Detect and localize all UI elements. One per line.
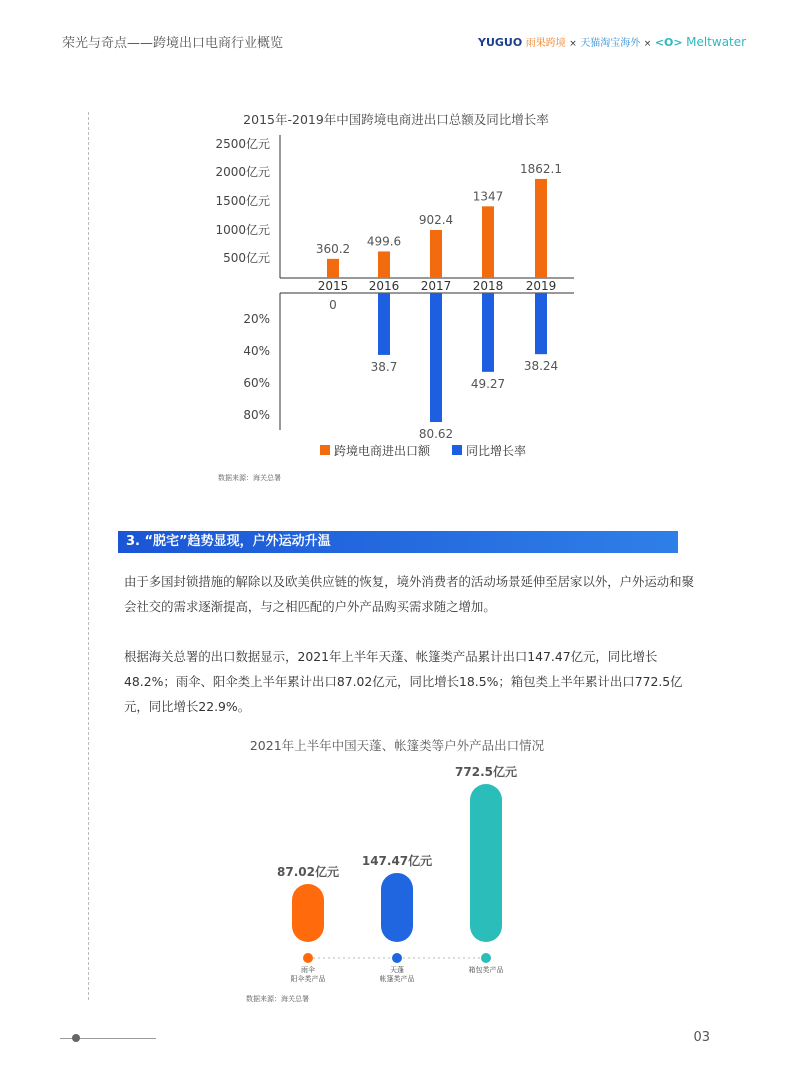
yuguo-cn-logo: 雨果跨境 bbox=[525, 38, 566, 49]
legend-swatch-export bbox=[320, 445, 330, 455]
x-tick-2016: 2016 bbox=[368, 279, 400, 293]
growth-value-label-2019: 38.24 bbox=[523, 359, 559, 374]
outdoor-dot-1 bbox=[392, 953, 402, 963]
growth-value-label-2018: 49.27 bbox=[470, 376, 506, 391]
export-bar-2019 bbox=[535, 179, 547, 278]
paragraph-1: 由于多国封锁措施的解除以及欧美供应链的恢复，境外消费者的活动场景延伸至居家以外，户外运动和聚会社交的需求逐渐提高，与之相匹配的户外产品购买需求随之增加。 bbox=[124, 574, 694, 614]
y-tick-2500: 2500亿元 bbox=[215, 137, 270, 151]
export-value-label-2019: 1862.1 bbox=[520, 161, 562, 176]
outdoor-value-label-1: 147.47亿元 bbox=[361, 853, 433, 868]
chart2-outdoor-export-svg bbox=[230, 730, 590, 990]
growth-bar-2018 bbox=[482, 293, 494, 372]
x-tick-2015: 2015 bbox=[317, 279, 349, 293]
export-bar-2017 bbox=[430, 230, 442, 278]
y-tick-2000: 2000亿元 bbox=[215, 165, 270, 179]
export-value-label-2015: 360.2 bbox=[315, 241, 351, 256]
y-tick-60pct: 60% bbox=[243, 376, 270, 390]
chart2-source-note: 数据来源：海关总署 bbox=[246, 995, 309, 1003]
outdoor-category-label-1-0: 天蓬 bbox=[390, 966, 404, 974]
y-tick-40pct: 40% bbox=[243, 344, 270, 358]
x-tick-2018: 2018 bbox=[472, 279, 504, 293]
growth-bar-2019 bbox=[535, 293, 547, 354]
export-bar-2015 bbox=[327, 259, 339, 278]
chart2-bars-group bbox=[277, 764, 517, 983]
export-value-label-2018: 1347 bbox=[472, 189, 504, 204]
brand-logos bbox=[478, 34, 746, 49]
chart1-source-note: 数据来源：海关总署 bbox=[218, 474, 281, 482]
document-header-title: 荣光与奇点——跨境出口电商行业概览 bbox=[62, 36, 284, 51]
page-number: 03 bbox=[693, 1030, 710, 1045]
tmall-global-logo: 天猫淘宝海外 bbox=[580, 38, 641, 49]
growth-value-label-2016: 38.7 bbox=[370, 359, 398, 374]
outdoor-value-label-2: 772.5亿元 bbox=[455, 765, 517, 779]
x-tick-2019: 2019 bbox=[525, 279, 557, 293]
chart1-import-export-svg bbox=[200, 100, 620, 480]
outdoor-category-label-0-1: 阳伞类产品 bbox=[290, 975, 326, 983]
growth-bar-2017 bbox=[430, 293, 442, 422]
export-bar-2018 bbox=[482, 206, 494, 278]
outdoor-bar-1 bbox=[381, 873, 413, 942]
growth-value-label-2017: 80.62 bbox=[418, 426, 454, 441]
y-tick-1000: 1000亿元 bbox=[215, 223, 270, 237]
export-value-label-2017: 902.4 bbox=[418, 212, 454, 227]
outdoor-bar-0 bbox=[292, 884, 324, 942]
y-tick-500: 500亿元 bbox=[223, 251, 270, 265]
left-dotted-rule bbox=[88, 112, 89, 1000]
y-tick-1500: 1500亿元 bbox=[215, 194, 270, 208]
outdoor-category-label-2-0: 箱包类产品 bbox=[468, 966, 504, 974]
export-value-label-2016: 499.6 bbox=[366, 234, 402, 249]
chart1-legend bbox=[320, 443, 526, 458]
export-bar-2016 bbox=[378, 251, 390, 278]
yuguo-logo: YUGUO bbox=[478, 36, 523, 49]
footer-dot bbox=[72, 1034, 80, 1042]
legend-label-export: 跨境电商进出口额 bbox=[334, 444, 431, 458]
section-heading-bar: 3. “脱宅”趋势显现，户外运动升温 bbox=[118, 531, 678, 553]
outdoor-dot-0 bbox=[303, 953, 313, 963]
meltwater-icon: <O> bbox=[654, 36, 683, 49]
chart1-y-axis-bottom-labels bbox=[243, 312, 270, 422]
outdoor-category-label-1-1: 帐篷类产品 bbox=[379, 975, 415, 983]
outdoor-bar-2 bbox=[470, 784, 502, 942]
brand-separator: × bbox=[569, 39, 577, 49]
legend-swatch-growth bbox=[452, 445, 462, 455]
paragraph-2: 根据海关总署的出口数据显示，2021年上半年天蓬、帐篷类产品累计出口147.47亿元，同比增长48.2%；雨伞、阳伞类上半年累计出口87.02亿元，同比增长18.5%；箱包类上半年累计出口772.5亿元，同比增长22.9%。 bbox=[124, 649, 683, 714]
y-tick-20pct: 20% bbox=[243, 312, 270, 326]
growth-bar-2016 bbox=[378, 293, 390, 355]
brand-separator: × bbox=[643, 39, 652, 49]
chart1-y-axis-top-labels bbox=[215, 137, 270, 265]
chart1-bars-group bbox=[316, 162, 562, 441]
meltwater-logo: Meltwater bbox=[686, 35, 747, 49]
growth-value-label-2015: 0 bbox=[329, 298, 337, 312]
legend-label-growth: 同比增长率 bbox=[466, 444, 527, 458]
x-tick-2017: 2017 bbox=[420, 279, 452, 293]
outdoor-value-label-0: 87.02亿元 bbox=[277, 865, 339, 879]
chart1-title: 2015年-2019年中国跨境电商进出口总额及同比增长率 bbox=[243, 112, 549, 127]
outdoor-category-label-0-0: 雨伞 bbox=[301, 966, 315, 974]
chart2-title: 2021年上半年中国天蓬、帐篷类等户外产品出口情况 bbox=[249, 738, 545, 753]
outdoor-dot-2 bbox=[481, 953, 491, 963]
y-tick-80pct: 80% bbox=[243, 408, 270, 422]
